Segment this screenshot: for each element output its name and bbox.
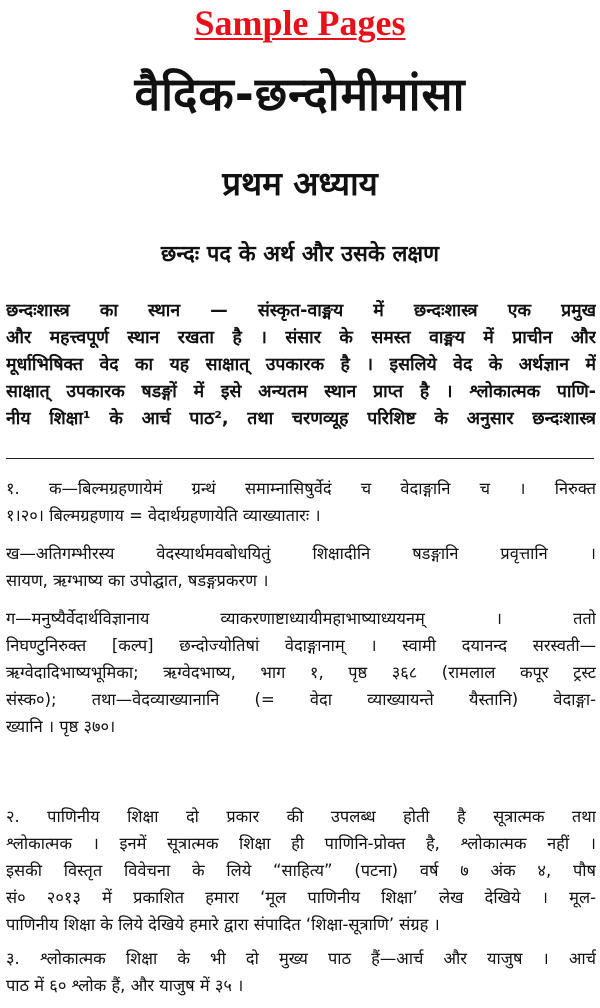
- footnote-1a: [6, 475, 596, 529]
- footnote-3: [6, 945, 596, 999]
- chapter-title: प्रथम अध्याय: [222, 164, 378, 203]
- footnote-divider: [6, 458, 594, 459]
- intro-line: नीय शिक्षा¹ के आर्च पाठ², तथा चरणव्यूह परिशिष्ट के अनुसार छन्दःशास्त्र: [6, 409, 596, 429]
- footnote-line: इसकी विस्तृत विवेचना के लिये “साहित्य” (पटना) वर्ष ७ अंक ४, पौष: [6, 861, 596, 880]
- footnote-line: ख—अतिगम्भीरस्य वेदस्यार्थमवबोधयितुं शिक्षादीनि षडङ्गानि प्रवृत्तानि ।: [6, 544, 596, 563]
- footnote-1c: [6, 605, 596, 740]
- footnote-line: ग—मनुष्यैर्वेदार्थविज्ञानाय व्याकरणाष्टाध्यायीमहाभाष्याध्ययनम् । ततो: [6, 609, 596, 628]
- intro-line: और महत्त्वपूर्ण स्थान रखता है । संसार के समस्त वाङ्मय में प्राचीन और: [6, 328, 596, 348]
- footnote-line: ऋग्वेदादिभाष्यभूमिका; ऋग्वेदभाष्य, भाग १, पृष्ठ ३६८ (रामलाल कपूर ट्रस्ट: [6, 663, 596, 682]
- intro-paragraph: [6, 298, 596, 433]
- footnote-line: ख्यानि । पृष्ठ ३७०।: [6, 717, 116, 736]
- footnote-1b: [6, 540, 596, 594]
- sample-pages-banner: Sample Pages: [194, 3, 406, 43]
- book-title: वैदिक-छन्दोमीमांसा: [134, 67, 466, 121]
- footnote-line: पाठ में ६० श्लोक हैं, और याजुष में ३५ ।: [6, 976, 244, 995]
- footnote-line: १।२०। बिल्मग्रहणाय = वेदार्थग्रहणायेति व्याख्यातारः ।: [6, 506, 321, 525]
- section-heading: छन्दः पद के अर्थ और उसके लक्षण: [160, 242, 440, 267]
- footnote-line: १. क—बिल्मग्रहणायेमं ग्रन्थं समाम्नासिषुर्वेदं च वेदाङ्गानि च । निरुक्त: [6, 479, 596, 498]
- footnote-line: सायण, ऋग्भाष्य का उपोद्घात, षडङ्गप्रकरण ।: [6, 571, 269, 590]
- footnote-line: निघण्टुनिरुक्त [कल्प] छन्दोज्योतिषां वेदाङ्गानाम् । स्वामी दयानन्द सरस्वती—: [6, 636, 596, 655]
- footnote-2: [6, 803, 596, 938]
- footnote-line: पाणिनीय शिक्षा के लिये देखिये हमारे द्वारा संपादित ‘शिक्षा-सूत्राणि’ संग्रह ।: [6, 915, 440, 934]
- intro-line: छन्दःशास्त्र का स्थान — संस्कृत-वाङ्मय में छन्दःशास्त्र एक प्रमुख: [6, 301, 596, 321]
- footnote-line: सं० २०१३ में प्रकाशित हमारा ‘मूल पाणिनीय शिक्षा’ लेख देखिये । मूल-: [6, 888, 596, 907]
- footnote-line: २. पाणिनीय शिक्षा दो प्रकार की उपलब्ध होती है सूत्रात्मक तथा: [6, 807, 596, 826]
- footnote-line: संस्क०); तथा—वेदव्याख्यानानि (= वेदा व्याख्यायन्ते यैस्तानि) वेदाङ्गा-: [6, 690, 596, 709]
- intro-line: साक्षात् उपकारक षडङ्गों में इसे अन्यतम स्थान प्राप्त है । श्लोकात्मक पाणि-: [6, 382, 596, 402]
- footnote-line: ३. श्लोकात्मक शिक्षा के भी दो मुख्य पाठ हैं—आर्च और याजुष । आर्च: [6, 949, 596, 968]
- footnote-line: श्लोकात्मक । इनमें सूत्रात्मक शिक्षा ही पाणिनि-प्रोक्त है, श्लोकात्मक नहीं ।: [6, 834, 596, 853]
- intro-line: मूर्धाभिषिक्त वेद का यह साक्षात् उपकारक है । इसलिये वेद के अर्थज्ञान में: [6, 355, 596, 375]
